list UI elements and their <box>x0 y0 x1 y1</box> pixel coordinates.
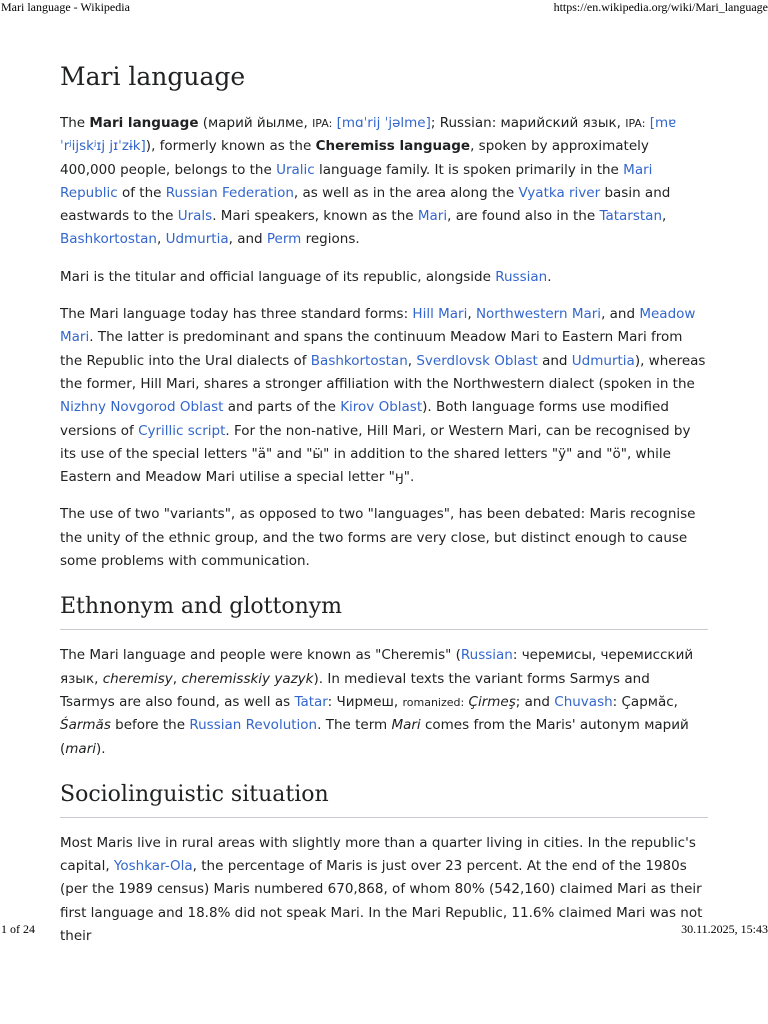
page-counter: 1 of 24 <box>1 922 35 936</box>
link-chuvash[interactable]: Chuvash <box>554 693 613 710</box>
print-datetime: 30.11.2025, 15:43 <box>681 922 768 936</box>
text: The Mari language today has three standard forms: <box>60 306 413 323</box>
link-udmurtia[interactable]: Udmurtia <box>571 352 635 369</box>
link-mari[interactable]: Mari <box>417 208 448 225</box>
link-bashkortostan[interactable]: Bashkortostan <box>310 352 408 369</box>
text: . <box>547 268 552 285</box>
text: comes from the Maris' autonym марий ( <box>60 717 689 757</box>
link-russian-federation[interactable]: Russian Federation <box>165 184 294 201</box>
link-tatarstan[interactable]: Tatarstan <box>599 208 663 225</box>
link-russian-revolution[interactable]: Russian Revolution <box>189 717 318 734</box>
link-meadow-mari[interactable]: Meadow Mari <box>60 306 696 346</box>
text: before the <box>110 717 190 734</box>
link-russian[interactable]: Russian <box>495 268 548 285</box>
ipa-label: IPA: <box>312 117 333 130</box>
link-hill-mari[interactable]: Hill Mari <box>412 306 468 323</box>
text: ). <box>96 740 106 757</box>
italic-term: Çirmeş <box>468 693 516 710</box>
print-header-title: Mari language - Wikipedia <box>1 0 130 14</box>
text: , <box>172 670 182 687</box>
text: ). In medieval texts the variant forms Sarmys and Tsarmys are also found, as well as <box>60 670 650 710</box>
print-header-url: https://en.wikipedia.org/wiki/Mari_language <box>553 0 768 14</box>
print-footer <box>0 922 768 938</box>
ipa-label: IPA: <box>625 117 646 130</box>
text: : Чирмеш, <box>327 693 403 710</box>
italic-term: Śarmăs <box>60 717 111 734</box>
section-heading-sociolinguistic: Sociolinguistic situation <box>60 779 708 818</box>
article-content <box>60 58 708 962</box>
link-ipa-mari[interactable]: [mɑˈrij ˈjəlme] <box>336 115 431 131</box>
text: basin and eastwards to the <box>60 184 671 225</box>
link-bashkortostan[interactable]: Bashkortostan <box>60 231 157 248</box>
italic-term: Mari <box>391 717 421 734</box>
paragraph-official <box>60 266 708 289</box>
link-perm[interactable]: Perm <box>266 231 302 248</box>
text: Most Maris live in rural areas with slightly more than a quarter living in cities. In the republic's capital, <box>60 834 696 875</box>
link-yoshkar-ola[interactable]: Yoshkar-Ola <box>113 858 193 875</box>
link-russian[interactable]: Russian <box>460 647 513 664</box>
text: The use of two "variants", as opposed to two "languages", has been debated: Maris recognise the unity of the ethnic group, and the two forms are very close, but distinct enough to cause some problems with communication. <box>60 506 696 570</box>
text: of the <box>117 184 166 201</box>
text: , are found also in the <box>447 208 600 225</box>
print-header <box>0 0 768 16</box>
text: ). Both language forms use modified versions of <box>60 399 669 439</box>
text: ), formerly known as the <box>145 138 316 155</box>
link-vyatka-river[interactable]: Vyatka river <box>518 184 601 201</box>
text: , spoken by approximately 400,000 people, belongs to the <box>60 138 649 178</box>
text: regions. <box>301 231 360 248</box>
text: (марий йылме, <box>198 115 313 131</box>
text: ), whereas the former, Hill Mari, shares a stronger affiliation with the Northwestern dialect (spoken in the <box>60 352 706 392</box>
text: , as well as in the area along the <box>293 184 519 201</box>
page-title: Mari language <box>60 62 246 91</box>
text: language family. It is spoken primarily in the <box>314 161 624 178</box>
text: . For the non-native, Hill Mari, or Western Mari, can be recognised by its use of the special letters "ӓ" and "ӹ" in addition to the shared letters "ӱ" and "ӧ", while Eastern and Meadow Mari utilise a special letter "ӈ". <box>60 422 691 486</box>
text: , the percentage of Maris is just over 23 percent. At the end of the 1980s (per the 1989 census) Maris numbered 670,868, of whom 80% (542,160) claimed Mari as their first language and 18.8% did not speak Mari. In the Mari Republic, 11.6% claimed Mari was not their <box>60 858 703 945</box>
link-sverdlovsk-oblast[interactable]: Sverdlovsk Oblast <box>416 352 538 369</box>
link-udmurtia[interactable]: Udmurtia <box>165 231 229 248</box>
link-kirov-oblast[interactable]: Kirov Oblast <box>340 399 423 416</box>
text: ; Russian: марийский язык, <box>430 115 626 131</box>
text: : черемисы, черемисский язык, <box>60 647 694 687</box>
link-uralic[interactable]: Uralic <box>276 161 315 178</box>
text: . The latter is predominant and spans the continuum Meadow Mari to Eastern Mari from the Republic into the Ural dialects of <box>60 329 683 369</box>
paragraph-ethnonym <box>60 644 708 760</box>
link-nizhny-novgorod-oblast[interactable]: Nizhny Novgorod Oblast <box>60 399 224 416</box>
text: , <box>467 306 476 323</box>
link-urals[interactable]: Urals <box>177 208 213 225</box>
link-northwestern-mari[interactable]: Northwestern Mari <box>475 306 602 323</box>
italic-term: mari <box>65 740 97 757</box>
italic-term: cheremisskiy yazyk <box>181 670 314 687</box>
paragraph-intro <box>60 112 708 252</box>
text: , <box>662 208 667 225</box>
bold-term-mari-language: Mari language <box>89 115 199 131</box>
paragraph-standard-forms <box>60 303 708 489</box>
section-heading-ethnonym: Ethnonym and glottonym <box>60 591 708 630</box>
text: and parts of the <box>223 399 341 416</box>
link-cyrillic-script[interactable]: Cyrillic script <box>138 422 226 439</box>
text: . The term <box>317 717 392 734</box>
text: , <box>156 231 166 248</box>
bold-term-cheremiss: Cheremiss language <box>315 138 471 155</box>
text: , and <box>228 231 267 248</box>
text: and <box>537 352 572 369</box>
text: . Mari speakers, known as the <box>212 208 418 225</box>
text: ; and <box>515 693 555 710</box>
text: Mari is the titular and official language of its republic, alongside <box>60 268 496 285</box>
text: , <box>407 352 417 369</box>
link-mari-republic[interactable]: Mari Republic <box>60 161 653 201</box>
text: The Mari language and people were known as "Cheremis" ( <box>60 647 461 664</box>
paragraph-variants <box>60 503 708 573</box>
text: : Ҫармӑс, <box>612 693 678 710</box>
romanized-label: romanized: <box>402 695 465 709</box>
text: , and <box>601 306 640 323</box>
italic-term: cheremisy <box>102 670 173 687</box>
link-ipa-russian[interactable]: [mɐˈrʲijskʲɪj jɪˈzɨk] <box>60 115 677 155</box>
link-tatar[interactable]: Tatar <box>294 693 328 710</box>
text: The <box>60 115 90 131</box>
